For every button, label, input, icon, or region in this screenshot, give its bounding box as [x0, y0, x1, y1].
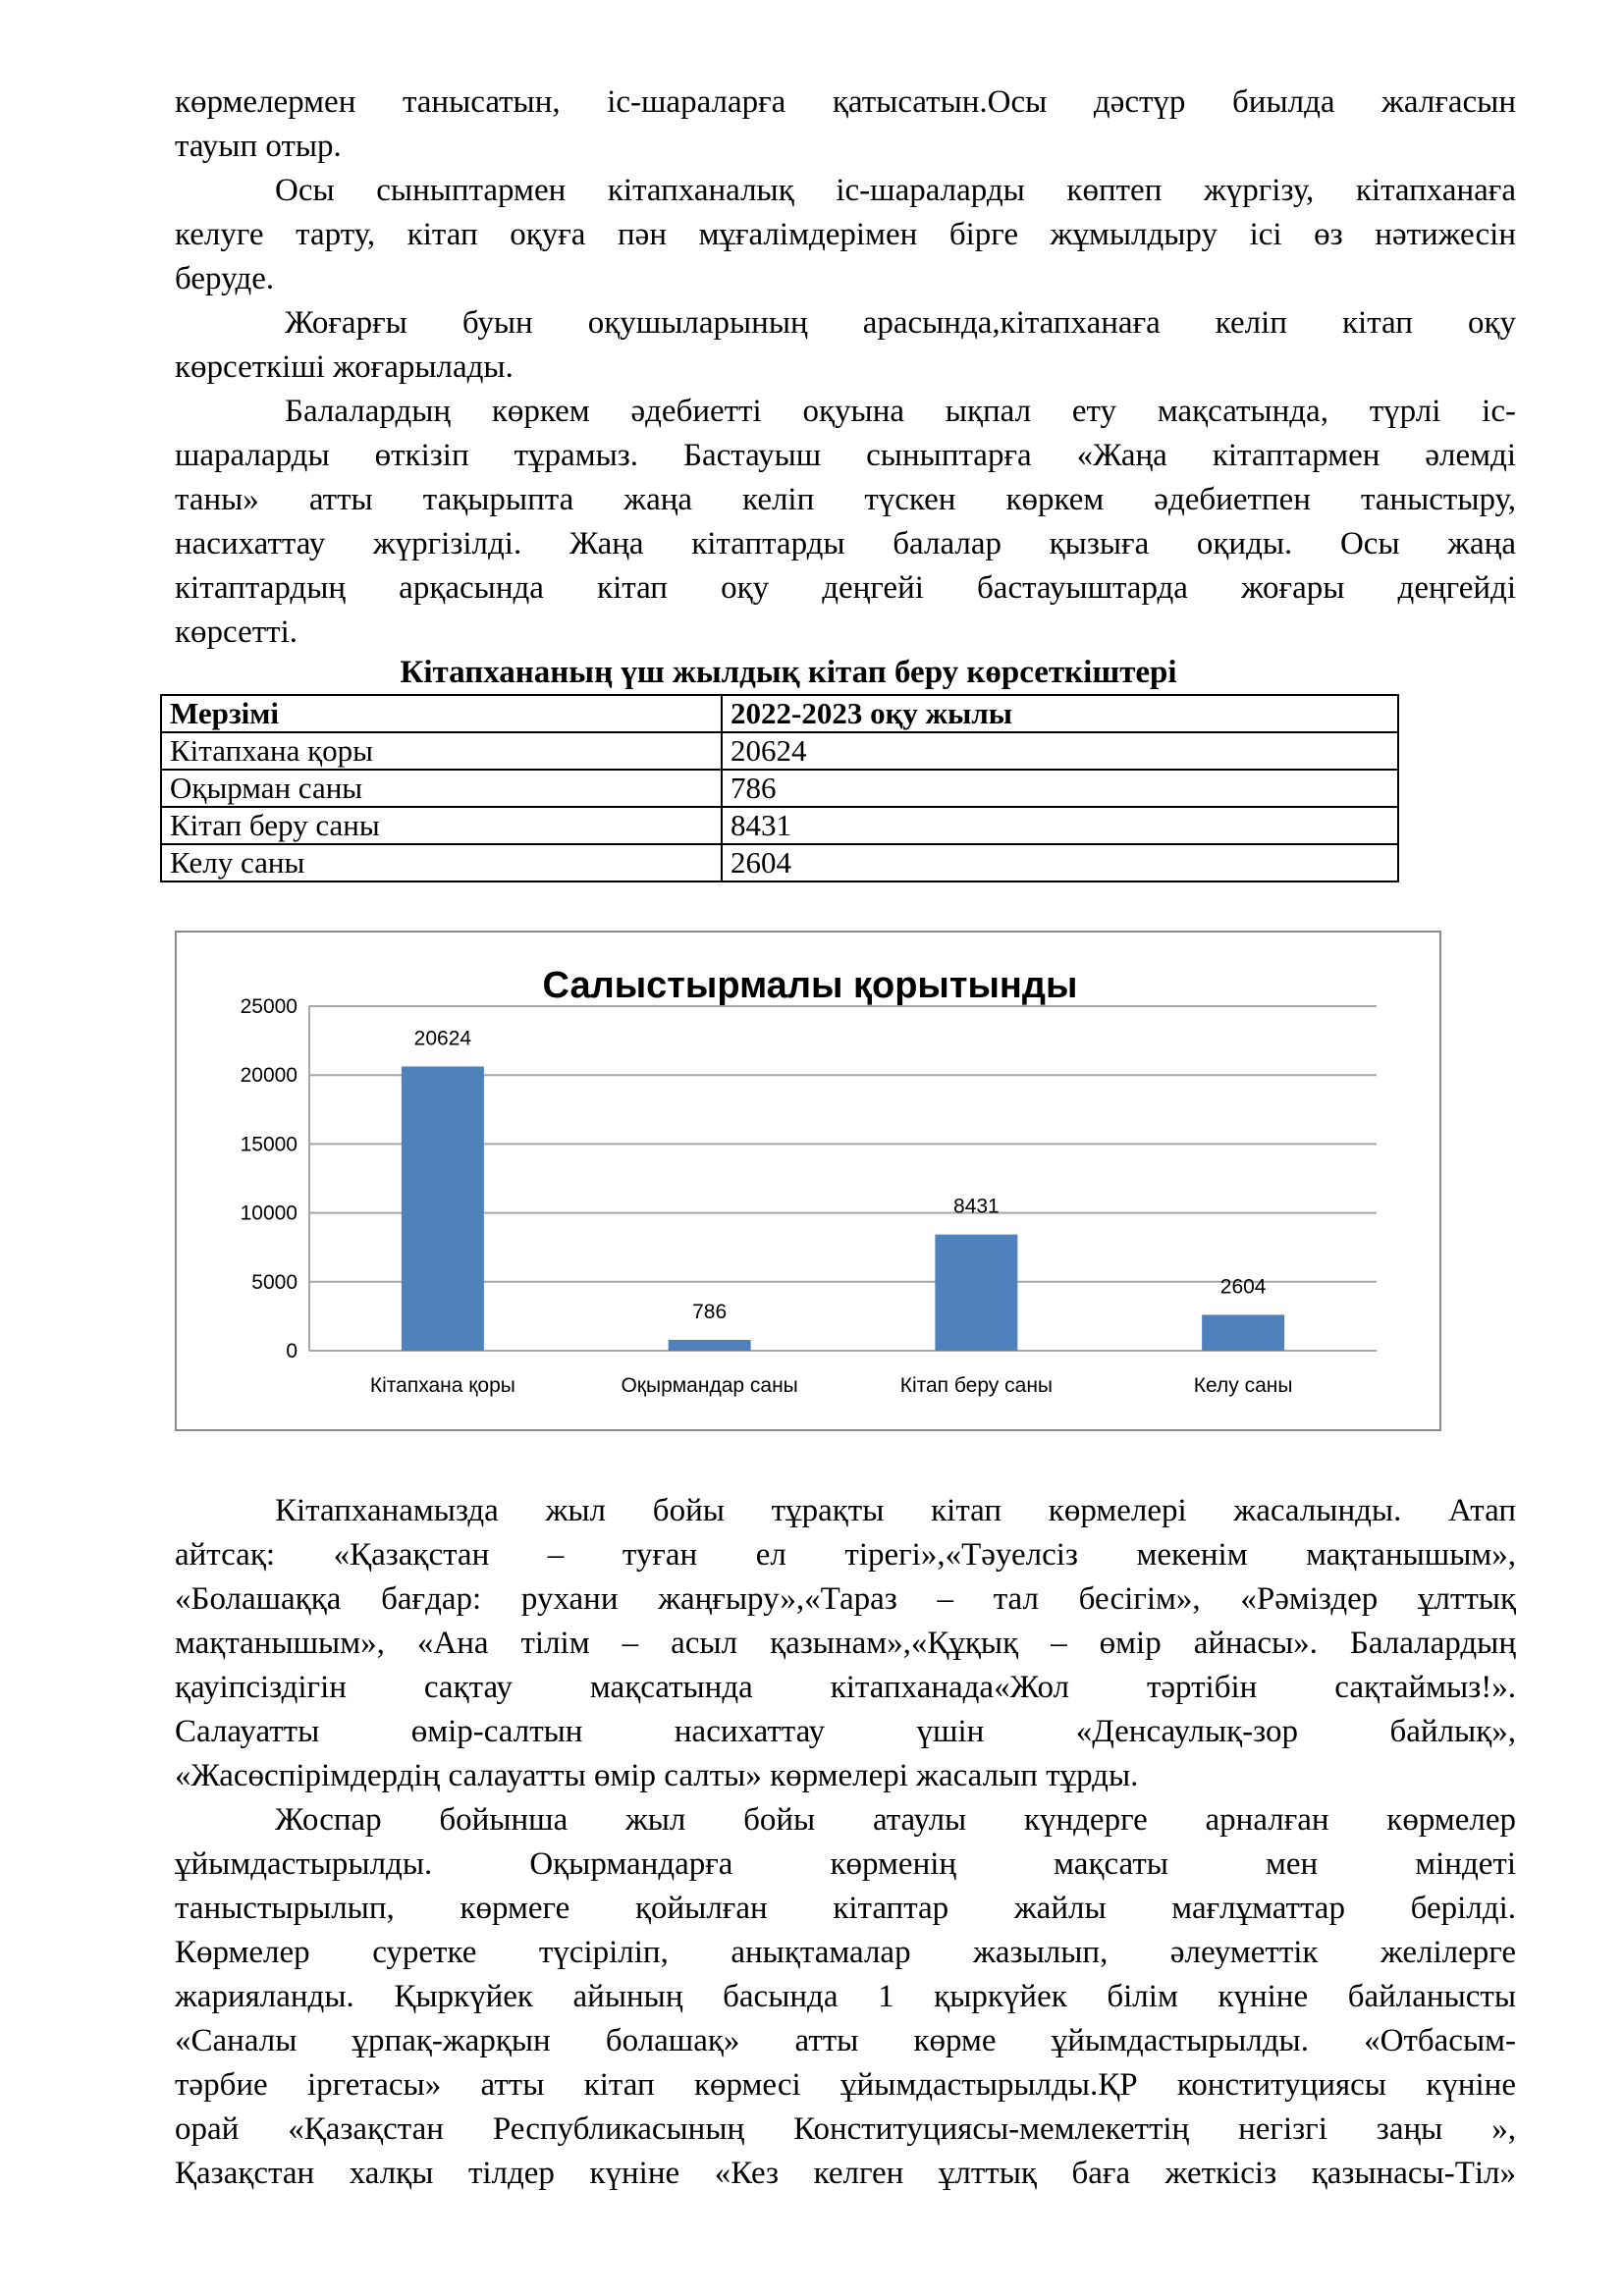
text-line: ұйымдастырылды. Оқырмандарға көрменің мақсаты мен міндеті [175, 1846, 1516, 1882]
y-tick-label: 10000 [240, 1201, 298, 1225]
table-row [161, 844, 1398, 881]
x-tick-label: Кітап беру саны [899, 1374, 1054, 1397]
text-line: беруде. [175, 261, 275, 296]
paragraph-4 [175, 390, 1516, 655]
text-line: Жоспар бойынша жыл бойы атаулы күндерге арналған көрмелер [275, 1802, 1516, 1838]
chart-frame [175, 931, 1441, 1431]
table-cell: 2604 [722, 844, 1398, 881]
text-line: айтсақ: «Қазақстан – туған ел тірегі»,«Тәуелсіз мекенім мақтанышым», [175, 1537, 1516, 1573]
text-line: «Жасөспірімдердің салауатты өмір салты» көрмелері жасалып тұрды. [175, 1758, 1139, 1793]
chart-title: Салыстырмалы қорытынды [542, 965, 1078, 1006]
text-line: қауіпсіздігін сақтау мақсатында кітапханада«Жол тәртібін сақтаймыз!». [175, 1670, 1516, 1705]
text-line: Кітапханамызда жыл бойы тұрақты кітап көрмелері жасалынды. Атап [275, 1493, 1516, 1528]
text-line: жарияланды. Қыркүйек айының басында 1 қыркүйек білім күніне байланысты [175, 1979, 1516, 2014]
text-line: шараларды өткізіп тұрамыз. Бастауыш сыныптарға «Жаңа кітаптармен әлемді [175, 438, 1516, 473]
table-header-cell: 2022-2023 оқу жылы [722, 695, 1398, 732]
table-cell: Кітап беру саны [161, 807, 722, 844]
x-tick-label: Келу саны [1193, 1374, 1293, 1397]
table-header-row [161, 695, 1398, 732]
text-line: мақтанышым», «Ана тілім – асыл қазынам»,«Құқық – өмір айнасы». Балалардың [175, 1626, 1516, 1661]
text-line: көрмелермен танысатын, іс-шараларға қатысатын.Осы дәстүр биылда жалғасын [175, 84, 1516, 120]
table-title: Кітапхананың үш жылдық кітап беру көрсеткіштері [400, 655, 1177, 690]
text-line: Балалардың көркем әдебиетті оқуына ықпал ету мақсатында, түрлі іс- [285, 394, 1516, 429]
text-line: Осы сыныптармен кітапханалық іс-шараларды көптеп жүргізу, кітапханаға [275, 173, 1516, 208]
data-label: 786 [692, 1300, 728, 1323]
text-line: Қазақстан халқы тілдер күніне «Кез келген ұлттық баға жеткісіз қазынасы-Тіл» [175, 2156, 1516, 2191]
table-row [161, 807, 1398, 844]
stats-table [160, 694, 1399, 882]
bar [935, 1235, 1017, 1351]
text-line: таныстырылып, көрмеге қойылған кітаптар жайлы мағлұматтар берілді. [175, 1891, 1516, 1926]
table-cell: 20624 [722, 732, 1398, 770]
paragraph-1 [175, 80, 1516, 169]
y-tick-label: 25000 [240, 995, 298, 1018]
text-line: келуге тарту, кітап оқуға пән мұғалімдерімен бірге жұмылдыру ісі өз нәтижесін [175, 217, 1516, 252]
y-tick-label: 0 [286, 1340, 298, 1362]
text-line: кітаптардың арқасында кітап оқу деңгейі бастауыштарда жоғары деңгейді [175, 570, 1516, 606]
x-tick-label: Кітапхана қоры [369, 1374, 515, 1397]
table-cell: 786 [722, 770, 1398, 807]
text-line: Көрмелер суретке түсіріліп, анықтамалар жазылып, әлеуметтік желілерге [175, 1935, 1516, 1970]
paragraph-2 [175, 169, 1516, 301]
y-tick-label: 15000 [240, 1133, 298, 1156]
bar-chart [177, 933, 1443, 1433]
table-cell: 8431 [722, 807, 1398, 844]
text-line: көрсеткіші жоғарылады. [175, 349, 514, 385]
bar [402, 1066, 484, 1351]
table-row [161, 732, 1398, 770]
y-tick-label: 5000 [251, 1270, 298, 1294]
bar [1202, 1314, 1284, 1351]
y-tick-label: 20000 [240, 1064, 298, 1088]
table-header-cell: Мерзімі [161, 695, 722, 732]
table-cell: Кітапхана қоры [161, 732, 722, 770]
text-line: насихаттау жүргізілді. Жаңа кітаптарды балалар қызыға оқиды. Осы жаңа [175, 526, 1516, 561]
text-line: тәрбие іргетасы» атты кітап көрмесі ұйымдастырылды.ҚР конституциясы күніне [175, 2067, 1516, 2103]
text-line: орай «Қазақстан Республикасының Конституциясы-мемлекеттің негізгі заңы », [175, 2111, 1516, 2147]
text-line: көрсетті. [175, 614, 298, 650]
table-cell: Келу саны [161, 844, 722, 881]
data-label: 2604 [1219, 1275, 1267, 1299]
paragraph-6 [175, 1798, 1516, 2196]
data-label: 8431 [953, 1195, 1000, 1218]
table-cell: Оқырман саны [161, 770, 722, 807]
text-line: Салауатты өмір-салтын насихаттау үшін «Денсаулық-зор байлық», [175, 1714, 1516, 1749]
x-tick-label: Оқырмандар саны [621, 1374, 798, 1397]
text-line: тауып отыр. [175, 129, 342, 164]
paragraph-5 [175, 1489, 1516, 1798]
paragraph-3 [175, 301, 1516, 390]
text-line: «Болашаққа бағдар: рухани жаңғыру»,«Тараз – тал бесігім», «Рәміздер ұлттық [175, 1581, 1516, 1617]
table-row [161, 770, 1398, 807]
data-label: 20624 [413, 1027, 472, 1050]
bar [669, 1340, 751, 1351]
text-line: «Саналы ұрпақ-жарқын болашақ» атты көрме ұйымдастырылды. «Отбасым- [175, 2023, 1516, 2058]
text-line: таны» атты тақырыпта жаңа келіп түскен көркем әдебиетпен таныстыру, [175, 482, 1516, 517]
text-line: Жоғарғы буын оқушыларының арасында,кітапханаға келіп кітап оқу [285, 305, 1516, 341]
